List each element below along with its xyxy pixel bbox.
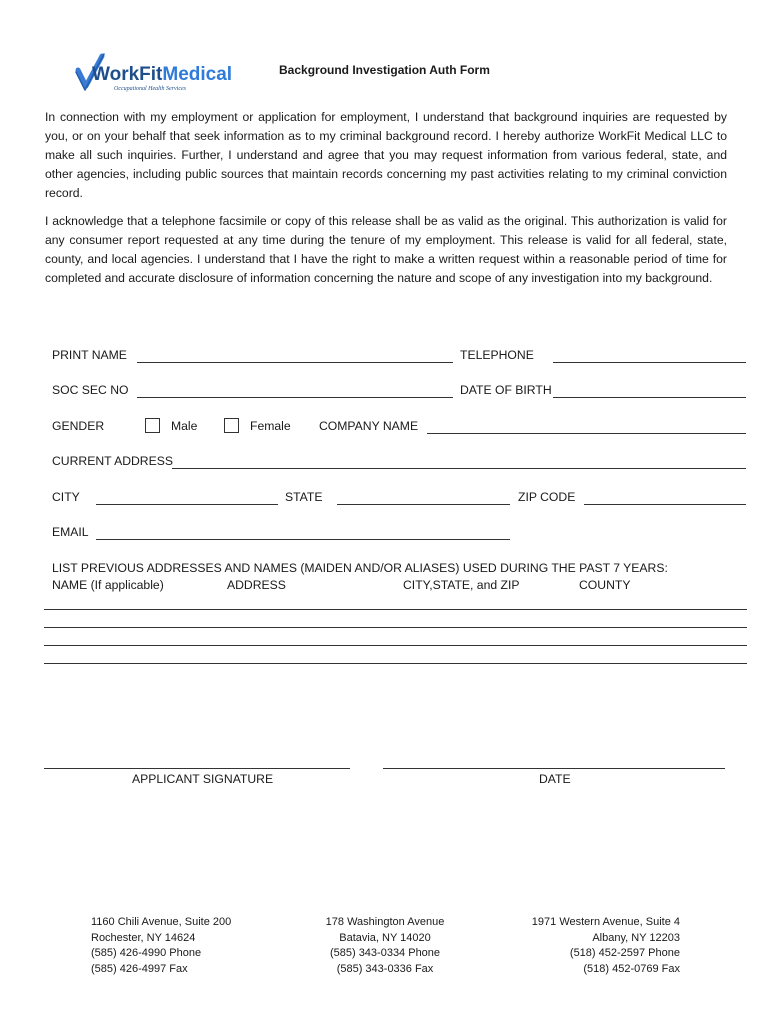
column-name: NAME (If applicable): [52, 578, 164, 592]
checkmark-logo-icon: [58, 46, 238, 98]
state-label: STATE: [285, 490, 323, 504]
office-address-line2: Albany, NY 12203: [592, 931, 680, 944]
logo-brand-part2: Medical: [162, 64, 233, 85]
telephone-field[interactable]: [553, 362, 746, 363]
office-phone: (518) 452-2597 Phone: [569, 947, 680, 959]
office-fax: (585) 426-4997 Fax: [91, 962, 188, 975]
current-address-field[interactable]: [172, 468, 746, 469]
gender-label: GENDER: [52, 419, 105, 433]
zip-code-field[interactable]: [584, 504, 746, 505]
company-name-field[interactable]: [427, 433, 746, 434]
previous-address-row-line[interactable]: [44, 645, 747, 646]
authorization-paragraph-1: In connection with my employment or application for employment, I understand that background inquiries are requested by you, or on your behalf that seek information as to my criminal background record. I hereby authorize WorkFit Medical LLC to make all such inquiries. Further, I understand and agree that you may request information from various federal, state, and other agencies, including public sources that maintain records concerning my past activities relating to my criminal conviction record.: [45, 110, 727, 200]
city-label: CITY: [52, 490, 80, 504]
office-batavia: [300, 915, 470, 977]
print-name-field[interactable]: [137, 362, 453, 363]
company-name-label: COMPANY NAME: [319, 419, 419, 433]
logo-tagline: Occupational Health Services: [114, 86, 186, 92]
authorization-paragraph-2: I acknowledge that a telephone facsimile or copy of this release shall be as valid as the original. This authorization is valid for any consumer report requested at any time during the tenure of my employment. This release is valid for all federal, state, county, and local agencies. I understand that I have the right to make a written request within a reasonable period of time for completed and accurate disclosure of information concerning the nature and scope of any investigation into my background.: [45, 214, 727, 285]
email-label: EMAIL: [52, 525, 89, 539]
soc-sec-no-field[interactable]: [137, 397, 453, 398]
email-field[interactable]: [96, 539, 510, 540]
date-of-birth-label: DATE OF BIRTH: [460, 383, 552, 397]
office-albany: [500, 915, 680, 977]
office-phone: (585) 343-0334 Phone: [329, 947, 441, 959]
column-address: ADDRESS: [227, 578, 286, 592]
signature-date-line[interactable]: [383, 768, 725, 769]
office-address-line2: Rochester, NY 14624: [91, 931, 196, 944]
previous-address-row-line[interactable]: [44, 627, 747, 628]
applicant-signature-line[interactable]: [44, 768, 350, 769]
office-address-line1: 1160 Chili Avenue, Suite 200: [91, 916, 232, 928]
logo-brand-part1: WorkFit: [92, 64, 163, 85]
zip-code-label: ZIP CODE: [518, 490, 576, 504]
office-address-line1: 1971 Western Avenue, Suite 4: [531, 916, 680, 928]
form-title: Background Investigation Auth Form: [279, 63, 490, 77]
state-field[interactable]: [337, 504, 510, 505]
office-rochester: [91, 915, 231, 977]
female-label: Female: [250, 419, 291, 433]
soc-sec-no-label: SOC SEC NO: [52, 383, 129, 397]
telephone-label: TELEPHONE: [460, 348, 534, 362]
print-name-label: PRINT NAME: [52, 348, 127, 362]
male-checkbox[interactable]: [145, 418, 160, 433]
office-address-line1: 178 Washington Avenue: [325, 916, 445, 928]
date-of-birth-field[interactable]: [553, 397, 746, 398]
male-label: Male: [171, 419, 198, 433]
column-county: COUNTY: [579, 578, 631, 592]
office-fax: (518) 452-0769 Fax: [583, 962, 680, 975]
office-fax: (585) 343-0336 Fax: [336, 962, 434, 975]
svg-text:WorkFitMedical: [92, 64, 232, 85]
office-address-line2: Batavia, NY 14020: [339, 931, 431, 944]
previous-addresses-heading: LIST PREVIOUS ADDRESSES AND NAMES (MAIDEN AND/OR ALIASES) USED DURING THE PAST 7 YEARS:: [52, 561, 668, 575]
office-phone: (585) 426-4990 Phone: [91, 947, 202, 959]
applicant-signature-label: APPLICANT SIGNATURE: [132, 772, 274, 786]
city-field[interactable]: [96, 504, 278, 505]
previous-address-row-line[interactable]: [44, 663, 747, 664]
current-address-label: CURRENT ADDRESS: [52, 454, 173, 468]
previous-address-row-line[interactable]: [44, 609, 747, 610]
female-checkbox[interactable]: [224, 418, 239, 433]
signature-date-label: DATE: [539, 772, 571, 786]
workfit-medical-logo: [58, 46, 238, 98]
column-city-state-zip: CITY,STATE, and ZIP: [403, 578, 520, 592]
